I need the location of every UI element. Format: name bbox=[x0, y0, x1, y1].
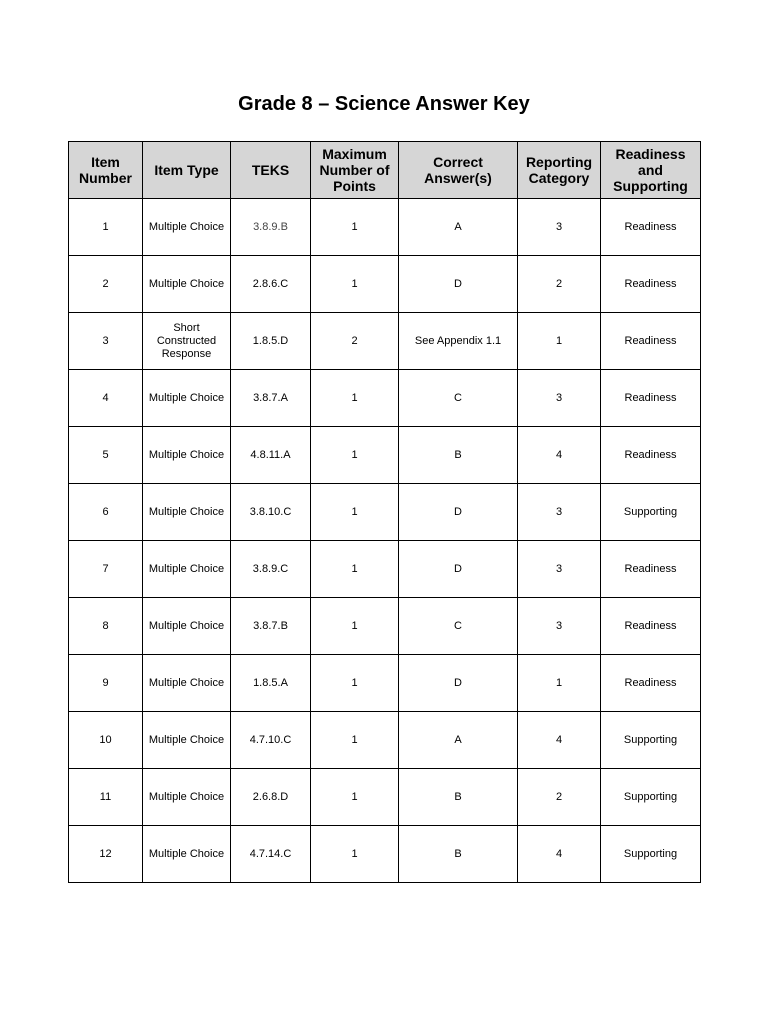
header-teks: TEKS bbox=[231, 142, 311, 199]
cell-teks: 1.8.5.D bbox=[231, 313, 311, 370]
cell-item-number: 7 bbox=[69, 541, 143, 598]
cell-readiness: Supporting bbox=[601, 712, 701, 769]
cell-item-type: Multiple Choice bbox=[143, 826, 231, 883]
cell-item-type: Multiple Choice bbox=[143, 427, 231, 484]
cell-readiness: Readiness bbox=[601, 313, 701, 370]
cell-reporting-category: 1 bbox=[518, 655, 601, 712]
cell-readiness: Readiness bbox=[601, 655, 701, 712]
cell-item-number: 1 bbox=[69, 199, 143, 256]
header-readiness-supporting: Readiness and Supporting bbox=[601, 142, 701, 199]
cell-teks: 3.8.7.A bbox=[231, 370, 311, 427]
cell-item-number: 4 bbox=[69, 370, 143, 427]
cell-item-number: 10 bbox=[69, 712, 143, 769]
cell-teks: 3.8.9.C bbox=[231, 541, 311, 598]
header-item-number: Item Number bbox=[69, 142, 143, 199]
cell-teks: 4.7.14.C bbox=[231, 826, 311, 883]
cell-item-number: 3 bbox=[69, 313, 143, 370]
cell-reporting-category: 4 bbox=[518, 712, 601, 769]
table-row bbox=[69, 313, 701, 370]
header-item-type: Item Type bbox=[143, 142, 231, 199]
cell-max-points: 2 bbox=[311, 313, 399, 370]
cell-item-type: Multiple Choice bbox=[143, 484, 231, 541]
header-correct-answers: Correct Answer(s) bbox=[399, 142, 518, 199]
cell-reporting-category: 1 bbox=[518, 313, 601, 370]
cell-correct-answer: See Appendix 1.1 bbox=[399, 313, 518, 370]
cell-max-points: 1 bbox=[311, 484, 399, 541]
cell-reporting-category: 3 bbox=[518, 598, 601, 655]
cell-correct-answer: A bbox=[399, 199, 518, 256]
cell-readiness: Readiness bbox=[601, 427, 701, 484]
header-row bbox=[69, 142, 701, 199]
header-maximum-points: Maximum Number of Points bbox=[311, 142, 399, 199]
cell-max-points: 1 bbox=[311, 712, 399, 769]
table-row bbox=[69, 712, 701, 769]
cell-teks: 2.6.8.D bbox=[231, 769, 311, 826]
cell-max-points: 1 bbox=[311, 655, 399, 712]
cell-item-number: 2 bbox=[69, 256, 143, 313]
cell-max-points: 1 bbox=[311, 370, 399, 427]
cell-teks: 3.8.10.C bbox=[231, 484, 311, 541]
table-row bbox=[69, 256, 701, 313]
cell-reporting-category: 3 bbox=[518, 370, 601, 427]
table-row bbox=[69, 826, 701, 883]
cell-max-points: 1 bbox=[311, 256, 399, 313]
cell-item-type: Multiple Choice bbox=[143, 655, 231, 712]
cell-correct-answer: D bbox=[399, 484, 518, 541]
cell-reporting-category: 4 bbox=[518, 826, 601, 883]
cell-item-number: 6 bbox=[69, 484, 143, 541]
cell-correct-answer: C bbox=[399, 598, 518, 655]
table-body bbox=[69, 199, 701, 883]
cell-item-type: Multiple Choice bbox=[143, 541, 231, 598]
cell-max-points: 1 bbox=[311, 598, 399, 655]
cell-max-points: 1 bbox=[311, 769, 399, 826]
cell-readiness: Supporting bbox=[601, 826, 701, 883]
table-row bbox=[69, 598, 701, 655]
page-title: Grade 8 – Science Answer Key bbox=[238, 93, 530, 115]
cell-reporting-category: 3 bbox=[518, 541, 601, 598]
table-row bbox=[69, 484, 701, 541]
cell-item-type: Multiple Choice bbox=[143, 370, 231, 427]
cell-readiness: Readiness bbox=[601, 370, 701, 427]
answer-key-table bbox=[68, 141, 701, 883]
cell-readiness: Readiness bbox=[601, 256, 701, 313]
cell-item-type: Short Constructed Response bbox=[143, 313, 231, 370]
cell-item-number: 9 bbox=[69, 655, 143, 712]
cell-correct-answer: A bbox=[399, 712, 518, 769]
cell-correct-answer: D bbox=[399, 256, 518, 313]
cell-correct-answer: D bbox=[399, 541, 518, 598]
cell-correct-answer: B bbox=[399, 769, 518, 826]
cell-reporting-category: 3 bbox=[518, 199, 601, 256]
cell-readiness: Readiness bbox=[601, 541, 701, 598]
cell-item-number: 8 bbox=[69, 598, 143, 655]
cell-reporting-category: 3 bbox=[518, 484, 601, 541]
table-row bbox=[69, 370, 701, 427]
cell-readiness: Readiness bbox=[601, 199, 701, 256]
table-row bbox=[69, 427, 701, 484]
cell-reporting-category: 2 bbox=[518, 256, 601, 313]
table-row bbox=[69, 655, 701, 712]
cell-max-points: 1 bbox=[311, 826, 399, 883]
cell-teks: 2.8.6.C bbox=[231, 256, 311, 313]
cell-max-points: 1 bbox=[311, 427, 399, 484]
cell-correct-answer: C bbox=[399, 370, 518, 427]
cell-item-number: 5 bbox=[69, 427, 143, 484]
cell-readiness: Readiness bbox=[601, 598, 701, 655]
cell-teks: 3.8.9.B bbox=[231, 199, 311, 256]
cell-teks: 4.7.10.C bbox=[231, 712, 311, 769]
cell-correct-answer: D bbox=[399, 655, 518, 712]
cell-teks: 3.8.7.B bbox=[231, 598, 311, 655]
cell-item-type: Multiple Choice bbox=[143, 769, 231, 826]
cell-correct-answer: B bbox=[399, 427, 518, 484]
cell-readiness: Supporting bbox=[601, 769, 701, 826]
table-row bbox=[69, 769, 701, 826]
cell-teks: 1.8.5.A bbox=[231, 655, 311, 712]
cell-teks: 4.8.11.A bbox=[231, 427, 311, 484]
table-row bbox=[69, 541, 701, 598]
cell-item-number: 11 bbox=[69, 769, 143, 826]
cell-correct-answer: B bbox=[399, 826, 518, 883]
table-row bbox=[69, 199, 701, 256]
cell-item-type: Multiple Choice bbox=[143, 598, 231, 655]
cell-item-type: Multiple Choice bbox=[143, 256, 231, 313]
cell-reporting-category: 4 bbox=[518, 427, 601, 484]
cell-item-number: 12 bbox=[69, 826, 143, 883]
cell-item-type: Multiple Choice bbox=[143, 199, 231, 256]
header-reporting-category: Reporting Category bbox=[518, 142, 601, 199]
cell-max-points: 1 bbox=[311, 541, 399, 598]
cell-reporting-category: 2 bbox=[518, 769, 601, 826]
cell-item-type: Multiple Choice bbox=[143, 712, 231, 769]
cell-readiness: Supporting bbox=[601, 484, 701, 541]
cell-max-points: 1 bbox=[311, 199, 399, 256]
